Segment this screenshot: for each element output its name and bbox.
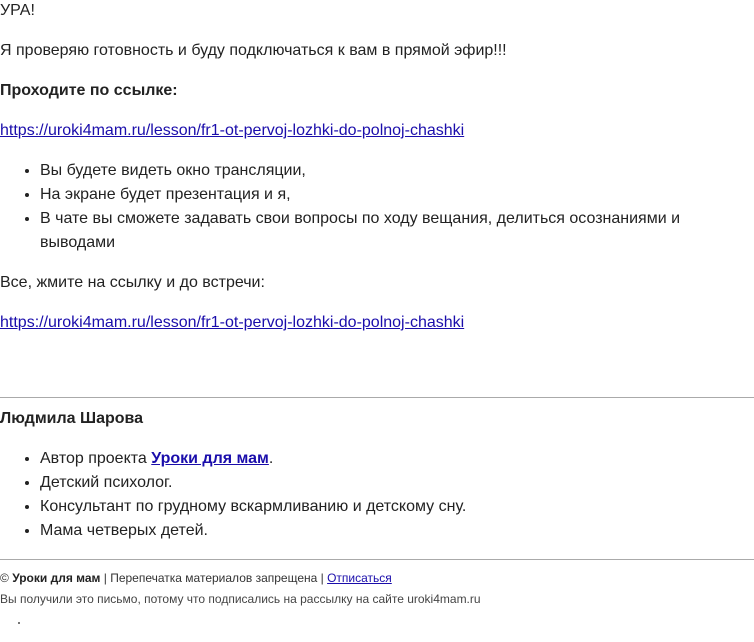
lesson-link-2[interactable]: https://uroki4mam.ru/lesson/fr1-ot-pervoj-lozhki-do-polnoj-chashki (0, 314, 465, 331)
signature-name: Людмила Шарова (0, 410, 144, 427)
cta-heading: Проходите по ссылке: (0, 82, 178, 99)
author-prefix: Автор проекта (40, 450, 152, 467)
signature-author-item (40, 447, 754, 471)
greeting-text: УРА! (0, 2, 35, 19)
project-link[interactable]: Уроки для мам (151, 450, 269, 467)
signature-list (0, 447, 754, 543)
signature-line: • Консультант по грудному вскармливанию и детскому сну. (40, 495, 754, 519)
list-item: • В чате вы сможете задавать свои вопросы по ходу вещания, делиться осознаниями и выводами (40, 207, 754, 255)
footer-copyright-line (0, 570, 754, 586)
lesson-link-paragraph (0, 119, 754, 143)
footer-notice: | Перепечатка материалов запрещена | (100, 571, 328, 585)
closing-text: Все, жмите на ссылку и до встречи: (0, 274, 265, 291)
list-item: • На экране будет презентация и я, (40, 183, 754, 207)
lesson-link-1[interactable]: https://uroki4mam.ru/lesson/fr1-ot-pervoj-lozhki-do-polnoj-chashki (0, 122, 465, 139)
list-item: • Вы будете видеть окно трансляции, (40, 159, 754, 183)
footer-divider (0, 559, 754, 560)
footer (0, 570, 754, 607)
footer-brand: Уроки для мам (12, 571, 101, 585)
stray-dot (18, 622, 20, 624)
footer-reason: Вы получили это письмо, потому что подписались на рассылку на сайте uroki4mam.ru (0, 592, 481, 606)
copyright-symbol: © (0, 571, 13, 585)
lesson-link-paragraph-2 (0, 311, 754, 335)
intro-text: Я проверяю готовность и буду подключаться к вам в прямой эфир!!! (0, 42, 507, 59)
unsubscribe-link[interactable]: Отписаться (327, 571, 392, 585)
spacer (0, 351, 754, 397)
signature-line: • Детский психолог. (40, 471, 754, 495)
features-list (0, 159, 754, 255)
author-suffix: . (268, 450, 274, 467)
signature-line: • Мама четверых детей. (40, 519, 754, 543)
signature-divider (0, 397, 754, 398)
